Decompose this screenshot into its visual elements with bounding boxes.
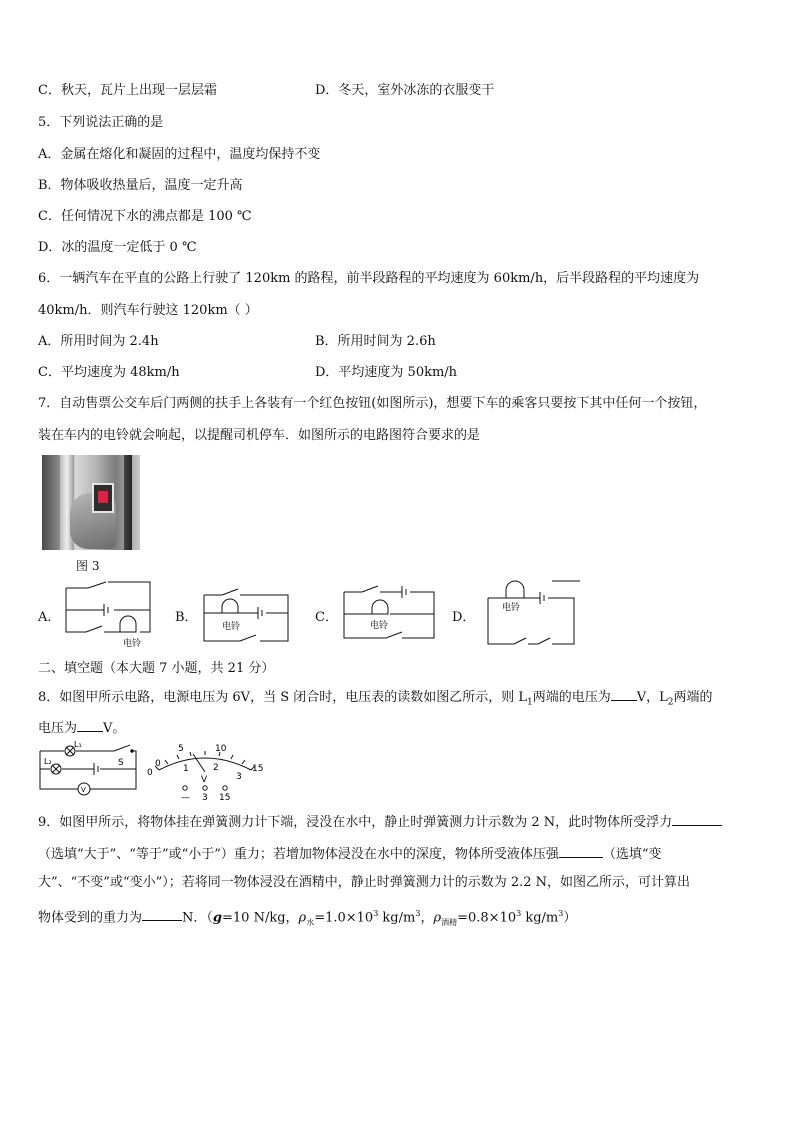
- q6-option-a: A．所用时间为 2.4h: [38, 334, 159, 349]
- section-heading: 二、填空题（本大题 7 小题，共 21 分）: [38, 661, 275, 676]
- bell-label: 电铃: [222, 622, 241, 632]
- dial-bottom-1: 1: [183, 764, 189, 774]
- q9-water-sub: 水: [306, 917, 315, 927]
- q8-voltmeter-dial: [145, 742, 267, 804]
- q7-stem-line1: 7．自动售票公交车后门两侧的扶手上各装有一个红色按钮(如图所示)，想要下车的乘客只要按下其中任何一个按钮，: [38, 396, 707, 411]
- q6-option-d: D．平均速度为 50km/h: [315, 365, 458, 380]
- q9-unit-1: kg/m: [378, 910, 416, 926]
- q9-unit-exp-1: 3: [415, 909, 421, 918]
- q9-line2: [38, 843, 662, 864]
- voltmeter-label: V: [81, 786, 86, 794]
- q5-option-d: D．冰的温度一定低于 0 ℃: [38, 240, 197, 255]
- q4-option-c: C．秋天，瓦片上出现一层层霜: [38, 83, 217, 98]
- q7-circuit-d: [482, 578, 582, 652]
- q5-option-b: B．物体吸收热量后，温度一定升高: [38, 178, 243, 193]
- dial-v: V: [201, 775, 208, 785]
- q9-text-1: 9．如图甲所示，将物体挂在弹簧测力计下端，浸没在水中，静止时弹簧测力计示数为 2 N，此时物体所受浮力: [38, 815, 673, 830]
- q7-circuit-a: [60, 580, 155, 650]
- q8-text-a: 8．如图甲所示电路，电源电压为 6V，当 S 闭合时，电压表的读数如图乙所示，则 L: [38, 690, 527, 705]
- q7-choice-d-label: D．: [452, 610, 476, 625]
- q9-rho-alcohol: ρ: [433, 910, 442, 926]
- q8-line1: [38, 686, 713, 712]
- q9-exp-2: 3: [516, 909, 522, 918]
- q6-option-c: C．平均速度为 48km/h: [38, 365, 180, 380]
- q9-exp-1: 3: [373, 909, 379, 918]
- q9-text-2a: （选填“大于”、“等于”或“小于”）重力；若增加物体浸没在水中的深度，物体所受液体压强: [38, 847, 559, 862]
- q7-choice-a-label: A．: [38, 610, 61, 625]
- q7-circuit-c: [340, 580, 440, 648]
- q9-water-value: =1.0×10: [314, 910, 374, 926]
- q8-line2: [38, 717, 125, 738]
- dial-top-10: 10: [215, 744, 227, 754]
- q7-stem-line2: 装在车内的电铃就会响起，以提醒司机停车．如图所示的电路图符合要求的是: [38, 428, 481, 443]
- q8-text-b: 两端的电压为: [532, 690, 611, 705]
- q8-blank-1[interactable]: [611, 686, 637, 701]
- bus-button-photo: [42, 455, 140, 550]
- q8-text-d: 两端的: [673, 690, 713, 705]
- terminal-3: 3: [202, 793, 208, 803]
- switch-label: S: [118, 758, 124, 768]
- bell-label: 电铃: [123, 639, 142, 649]
- q5-option-c: C．任何情况下水的沸点都是 100 ℃: [38, 209, 252, 224]
- dial-top-15: 15: [252, 764, 264, 774]
- q9-unit-exp-2: 3: [558, 909, 564, 918]
- q8-blank-2[interactable]: [77, 717, 103, 732]
- q9-text-4a: 物体受到的重力为: [38, 910, 143, 926]
- q5-option-a: A．金属在熔化和凝固的过程中，温度均保持不变: [38, 147, 321, 162]
- q8-text-c: V，L: [636, 690, 668, 705]
- terminal-negative: —: [181, 793, 190, 803]
- q9-line4: [38, 905, 576, 932]
- l2-label: L₂: [44, 757, 52, 766]
- q9-line1: [38, 811, 722, 832]
- bell-label: 电铃: [370, 621, 389, 631]
- figure-caption: 图 3: [76, 559, 100, 573]
- q9-g-symbol: g: [212, 910, 222, 926]
- q8-circuit-diagram: [36, 741, 142, 803]
- q9-sep: ，: [420, 910, 434, 926]
- q7-circuit-b: [200, 583, 295, 651]
- q9-close: ）: [563, 910, 577, 926]
- q9-blank-1[interactable]: [672, 811, 722, 826]
- q9-line3: 大”、“不变”或“变小”）；若将同一物体浸没在酒精中，静止时弹簧测力计的示数为 2.2 N，如图乙所示，可计算出: [38, 875, 691, 890]
- q5-stem: 5．下列说法正确的是: [38, 115, 164, 130]
- q9-unit-2: kg/m: [521, 910, 559, 926]
- q4-option-d: D．冬天，室外冰冻的衣服变干: [315, 83, 495, 98]
- dial-zero-bottom: 0: [147, 768, 153, 778]
- q6-option-b: B．所用时间为 2.6h: [315, 334, 436, 349]
- q9-blank-2[interactable]: [559, 843, 603, 858]
- q8-text-e: 电压为: [38, 721, 78, 736]
- dial-bottom-2: 2: [213, 763, 219, 773]
- q8-sub-1: 1: [527, 697, 533, 708]
- q9-alcohol-value: =0.8×10: [457, 910, 517, 926]
- q9-alcohol-sub: 酒精: [441, 917, 458, 927]
- q9-text-2b: （选填“变: [602, 847, 662, 862]
- q9-g-value: =10 N/kg，: [222, 910, 299, 926]
- q9-text-4b: N．（: [182, 910, 213, 926]
- q8-text-f: V。: [103, 721, 126, 736]
- bell-label: 电铃: [502, 603, 521, 613]
- q9-rho-water: ρ: [298, 910, 307, 926]
- q7-choice-b-label: B．: [175, 610, 198, 625]
- q9-blank-3[interactable]: [142, 906, 182, 921]
- q6-stem-line1: 6．一辆汽车在平直的公路上行驶了 120km 的路程，前半段路程的平均速度为 60km/h，后半段路程的平均速度为: [38, 271, 700, 286]
- q6-stem-line2: 40km/h．则汽车行驶这 120km（ ）: [38, 303, 258, 318]
- l1-label: L₁: [74, 741, 82, 749]
- dial-top-5: 5: [178, 744, 184, 754]
- q8-sub-2: 2: [667, 697, 674, 708]
- dial-bottom-3: 3: [236, 772, 242, 782]
- dial-zero-top: 0: [155, 759, 161, 769]
- terminal-15: 15: [219, 793, 231, 803]
- q7-choice-c-label: C．: [315, 610, 338, 625]
